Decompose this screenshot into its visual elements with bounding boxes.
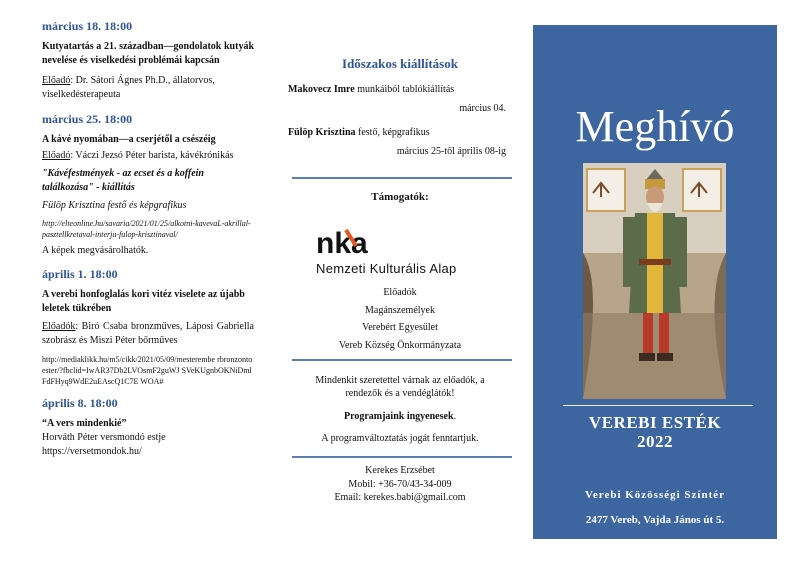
exhibition-desc: festő, képgrafikus (355, 127, 430, 138)
program-column (42, 18, 254, 459)
nka-logo-mark (316, 226, 386, 258)
exhibit-artist: Fülöp Krisztina festő és képgrafikus (42, 200, 187, 211)
event-date: március 18. 18:00 (42, 19, 133, 33)
contact-mobile: Mobil: +36-70/43-34-009 (348, 478, 452, 490)
contact-name: Kerekes Erzsébet (365, 465, 435, 476)
exhibitions-heading: Időszakos kiállítások (342, 56, 458, 71)
event-title: A kávé nyomában—a cserjétől a csészéig (42, 134, 216, 145)
exhibition-artist: Fülöp Krisztina (288, 127, 356, 138)
supporters-list (288, 284, 512, 354)
invite-text: Mindenkit szeretettel várnak az előadók, a rendezők és a vendéglátók! (315, 375, 485, 399)
contact-email[interactable]: Email: kerekes.babi@gmail.com (334, 492, 466, 503)
costume-photo-illustration (583, 163, 726, 399)
series-year: 2022 (637, 432, 673, 451)
divider (292, 177, 512, 179)
presenter-text: : Váczi Jezsó Péter barista, kávékrónikás (70, 150, 234, 161)
free-programs-text: Programjaink ingyenesek (343, 411, 454, 422)
supporter-item: Verebért Egyesület (362, 322, 438, 333)
divider (292, 359, 512, 361)
event-presenter (42, 149, 254, 163)
free-programs (288, 410, 512, 424)
event-line: Horváth Péter versmondó estje (42, 432, 166, 443)
presenter-label: Előadó (42, 150, 71, 161)
costume-photo (583, 163, 726, 399)
nka-logo-text: nka (316, 227, 368, 258)
series-name: VEREBI ESTÉK (588, 413, 722, 432)
cover-divider (563, 405, 753, 406)
event-link[interactable]: https://versetmondok.hu/ (42, 446, 142, 457)
event-title: Kutyatartás a 21. században—gondolatok kutyák nevelése és viselkedési problémái kapcsán (42, 41, 254, 66)
event-presenter (42, 320, 254, 348)
event-presenter (42, 74, 254, 102)
divider (292, 456, 512, 458)
contact-block (288, 464, 512, 505)
exhibit-title: "Kávéfestmények - az ecset és a koffein találkozása" - kiállítás (42, 168, 204, 193)
supporter-item: Magánszemélyek (365, 304, 435, 316)
info-column (288, 56, 512, 159)
nka-logo (316, 226, 496, 276)
presenter-label: Előadó (42, 75, 71, 86)
nka-name: Nemzeti Kulturális Alap (316, 261, 457, 276)
supporters-heading: Támogatók: (371, 191, 429, 203)
event-note: A képek megvásárolhatók. (42, 245, 149, 256)
exhibition-date: március 04. (459, 103, 506, 114)
organizer-name: Verebi Közösségi Színtér (584, 489, 726, 501)
event-date: április 1. 18:00 (42, 267, 118, 281)
presenter-text: : Biró Csaba bronzműves, Láposi Gabriella szobrász és Miszi Péter bőrműves (42, 321, 254, 346)
cover-panel (533, 25, 777, 539)
supporter-item: Vereb Község Önkormányzata (338, 339, 462, 351)
presenter-text: : Dr. Sátori Ágnes Ph.D., állatorvos, viselkedésterapeuta (42, 75, 215, 100)
organizer-address: 2477 Vereb, Vajda János út 5. (585, 514, 725, 526)
changes-note: A programváltoztatás jogát fenntartjuk. (321, 433, 479, 444)
exhibition-1 (288, 83, 512, 97)
event-title: “A vers mindenkié” (42, 418, 127, 429)
exhibition-desc: munkáiból tablókiállítás (354, 84, 455, 95)
event-date: április 8. 18:00 (42, 396, 118, 410)
exhibition-date: március 25-től április 08-ig (396, 146, 506, 157)
presenter-label: Előadók (42, 321, 76, 332)
free-programs-dot: . (453, 411, 457, 422)
cover-title: Meghívó (575, 102, 735, 151)
event-title: A verebi honfoglalás kori vitéz viselete az újabb leletek tükrében (42, 289, 245, 314)
article-link[interactable]: http://elteonline.hu/savaria/2021/01/25/alkotni-kavevaL-akrillal-pasztellkretaval-interju-fulop-krisztinaval/ (42, 219, 251, 239)
event-date: március 25. 18:00 (42, 112, 133, 126)
supporter-item: Előadók (383, 287, 417, 298)
exhibition-artist: Makovecz Imre (288, 84, 355, 95)
article-link[interactable]: http://mediaklikk.hu/m5/cikk/2021/05/09/mesterembe rbronzontoester/?fbclid=IwAR37Db2LVOsmF2guWJ SVeKUgnbOKNiDmlFdFHyq9WdE2uEAscQ1C7E WOA# (42, 355, 253, 386)
series-title (533, 413, 777, 451)
exhibition-2 (288, 126, 512, 140)
